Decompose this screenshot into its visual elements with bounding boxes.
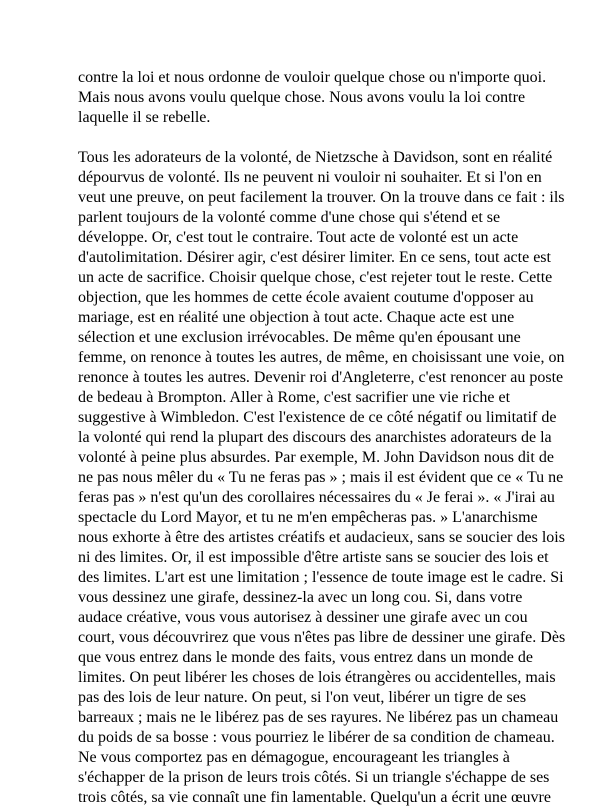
text-line: feras pas » n'est qu'un des corollaires nécessaires du « Je ferai ». « J'irai au [78, 489, 555, 506]
text-line: la volonté qui rend la plupart des discours des anarchistes adorateurs de la [78, 429, 552, 446]
text-line: spectacle du Lord Mayor, et tu ne m'en empêcheras pas. » L'anarchisme [78, 509, 538, 526]
text-line: femme, on renonce à toutes les autres, de même, en choisissant une voie, on [78, 349, 565, 366]
text-line: renonce à toutes les autres. Devenir roi d'Angleterre, c'est renoncer au poste [78, 369, 564, 386]
text-line: Mais nous avons voulu quelque chose. Nous avons voulu la loi contre [78, 89, 526, 106]
text-line: ne pas nous mêler du « Tu ne feras pas » ; mais il est évident que ce « Tu ne [78, 469, 564, 486]
text-line: contre la loi et nous ordonne de vouloir quelque chose ou n'importe quoi. [78, 69, 547, 86]
text-line: limites. On peut libérer les choses de lois étrangères ou accidentelles, mais [78, 669, 556, 686]
text-line: sélection et une exclusion irrévocables. De même qu'en épousant une [78, 329, 521, 346]
paragraph [78, 68, 547, 128]
text-line: objection, que les hommes de cette école avaient coutume d'opposer au [78, 289, 534, 306]
body-text [78, 68, 566, 808]
text-line: nous exhorte à être des artistes créatifs et audacieux, sans se soucier des lois [78, 529, 565, 546]
text-line: vous dessinez une girafe, dessinez-la avec un long cou. Si, dans votre [78, 589, 523, 606]
text-line: suggestive à Wimbledon. C'est l'existence de ce côté négatif ou limitatif de [78, 409, 557, 426]
text-line: mariage, est en réalité une objection à tout acte. Chaque acte est une [78, 309, 515, 326]
text-line: un acte de sacrifice. Choisir quelque chose, c'est rejeter tout le reste. Cette [78, 269, 553, 286]
text-line: parlent toujours de la volonté comme d'une chose qui s'étend et se [78, 209, 501, 226]
text-line: volonté à peine plus absurdes. Par exemple, M. John Davidson nous dit de [78, 449, 554, 466]
text-line: barreaux ; mais ne le libérez pas de ses rayures. Ne libérez pas un chameau [78, 709, 559, 726]
text-line: dépourvus de volonté. Ils ne peuvent ni vouloir ni souhaiter. Et si l'on en [78, 169, 542, 186]
text-line: des limites. L'art est une limitation ; l'essence de toute image est le cadre. Si [78, 569, 564, 586]
text-line: développe. Or, c'est tout le contraire. Tout acte de volonté est un acte [78, 229, 519, 246]
text-line: veut une preuve, on peut facilement la trouver. On la trouve dans ce fait : ils [78, 189, 565, 206]
text-line: ni des limites. Or, il est impossible d'être artiste sans se soucier des lois et [78, 549, 549, 566]
text-line: d'autolimitation. Désirer agir, c'est désirer limiter. En ce sens, tout acte est [78, 249, 551, 266]
text-line: audace créative, vous vous autorisez à dessiner une girafe avec un cou [78, 609, 528, 626]
text-line: de bedeau à Brompton. Aller à Rome, c'est sacrifier une vie riche et [78, 389, 511, 406]
text-line: du poids de sa bosse : vous pourriez le libérer de sa condition de chameau. [78, 729, 555, 746]
paragraph [78, 148, 566, 808]
text-line: laquelle il se rebelle. [78, 109, 211, 126]
text-line: court, vous découvrirez que vous n'êtes pas libre de dessiner une girafe. Dès [78, 629, 566, 646]
text-line: s'échapper de la prison de leurs trois côtés. Si un triangle s'échappe de ses [78, 769, 550, 786]
text-line: trois côtés, sa vie connaît une fin lamentable. Quelqu'un a écrit une œuvre [78, 789, 551, 806]
text-line: Tous les adorateurs de la volonté, de Nietzsche à Davidson, sont en réalité [78, 149, 553, 166]
text-line: Ne vous comportez pas en démagogue, encourageant les triangles à [78, 749, 510, 766]
text-line: que vous entrez dans le monde des faits, vous entrez dans un monde de [78, 649, 533, 666]
text-line: pas des lois de leur nature. On peut, si l'on veut, libérer un tigre de ses [78, 689, 527, 706]
